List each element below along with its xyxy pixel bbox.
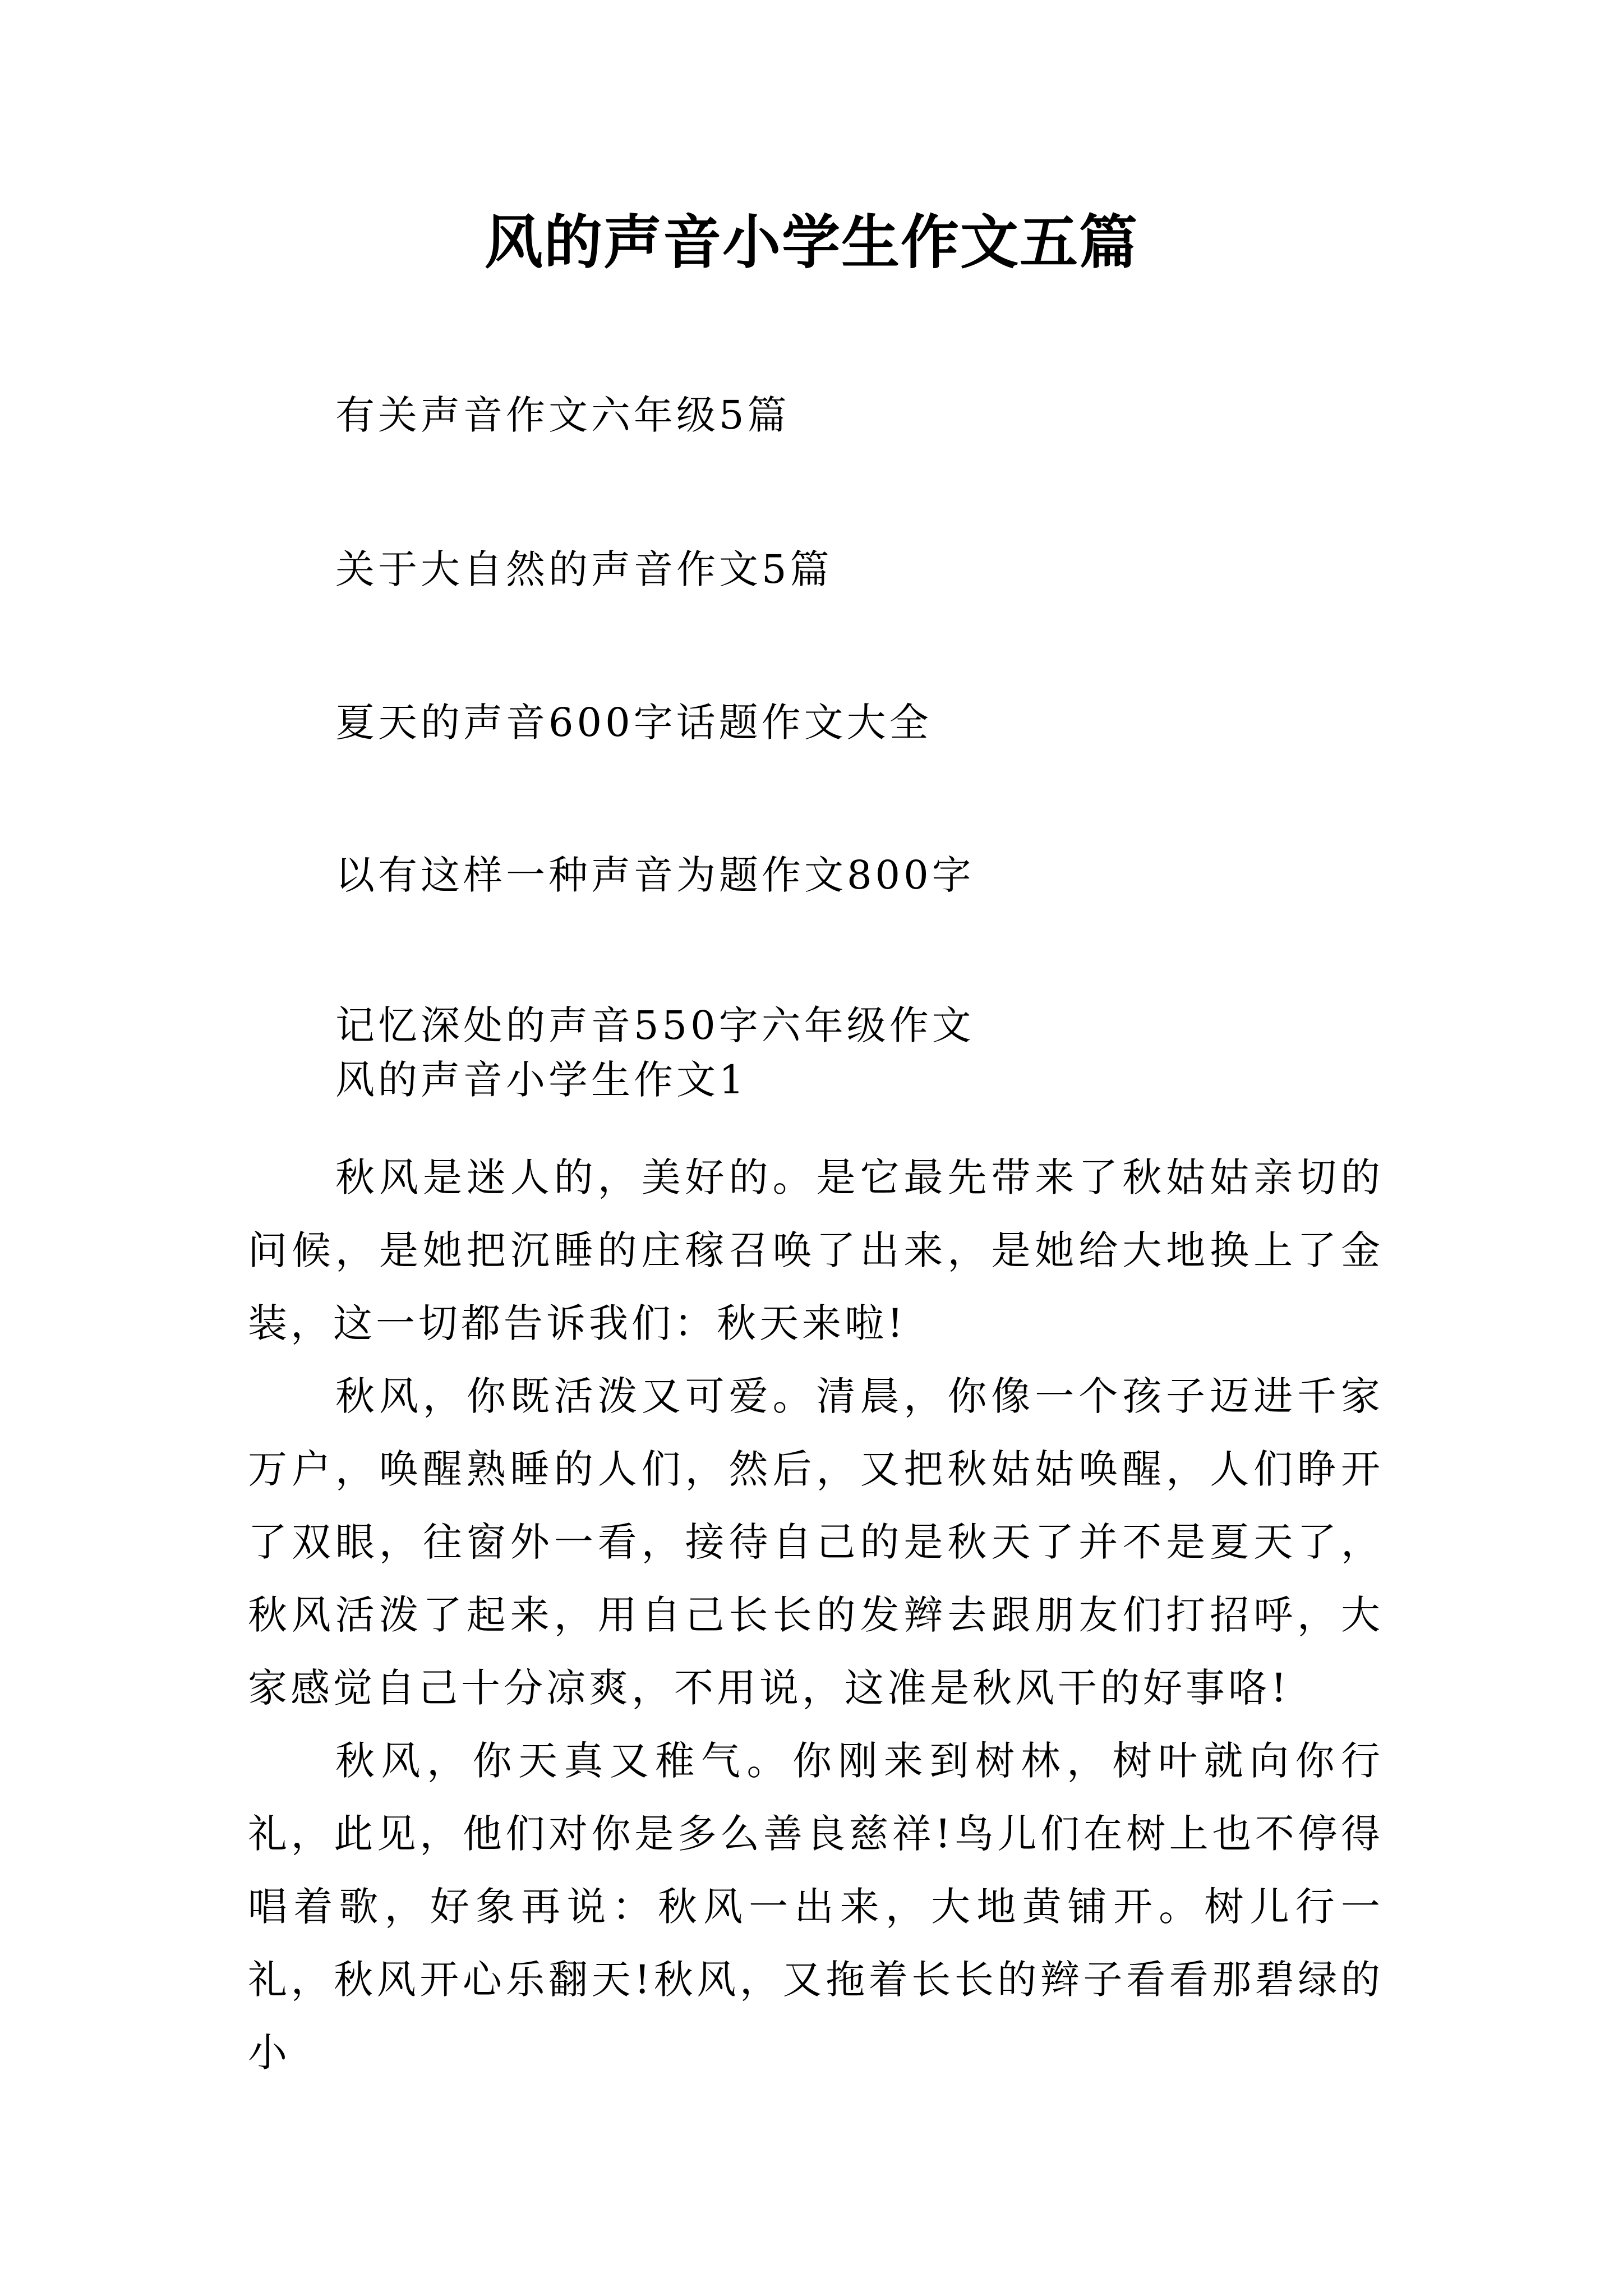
related-link-1[interactable]: 有关声音作文六年级5篇 [335, 392, 790, 438]
related-link-5[interactable]: 记忆深处的声音550字六年级作文 [335, 1002, 975, 1048]
related-link-4[interactable]: 以有这样一种声音为题作文800字 [335, 852, 975, 898]
paragraph-1: 秋风是迷人的，美好的。是它最先带来了秋姑姑亲切的问候，是她把沉睡的庄稼召唤了出来，是她给大地换上了金装，这一切都告诉我们：秋天来啦! [248, 1154, 1384, 1346]
section-heading: 风的声音小学生作文1 [335, 1057, 748, 1103]
page-title: 风的声音小学生作文五篇 [484, 208, 1138, 277]
paragraph-3: 秋风，你天真又稚气。你刚来到树林，树叶就向你行礼，此见，他们对你是多么善良慈祥!鸟儿们在树上也不停得唱着歌，好象再说：秋风一出来，大地黄铺开。树儿行一礼，秋风开心乐翻天!秋风，又拖着长长的辫子看看那碧绿的小 [248, 1738, 1384, 2076]
related-link-3[interactable]: 夏天的声音600字话题作文大全 [335, 700, 932, 746]
related-link-2[interactable]: 关于大自然的声音作文5篇 [335, 546, 833, 592]
paragraph-2: 秋风，你既活泼又可爱。清晨，你像一个孩子迈进千家万户，唤醒熟睡的人们，然后，又把秋姑姑唤醒，人们睁开了双眼，往窗外一看，接待自己的是秋天了并不是夏天了，秋风活泼了起来，用自己长长的发辫去跟朋友们打招呼，大家感觉自己十分凉爽，不用说，这准是秋风干的好事咯! [248, 1373, 1384, 1711]
essay-body [248, 1141, 1384, 2089]
